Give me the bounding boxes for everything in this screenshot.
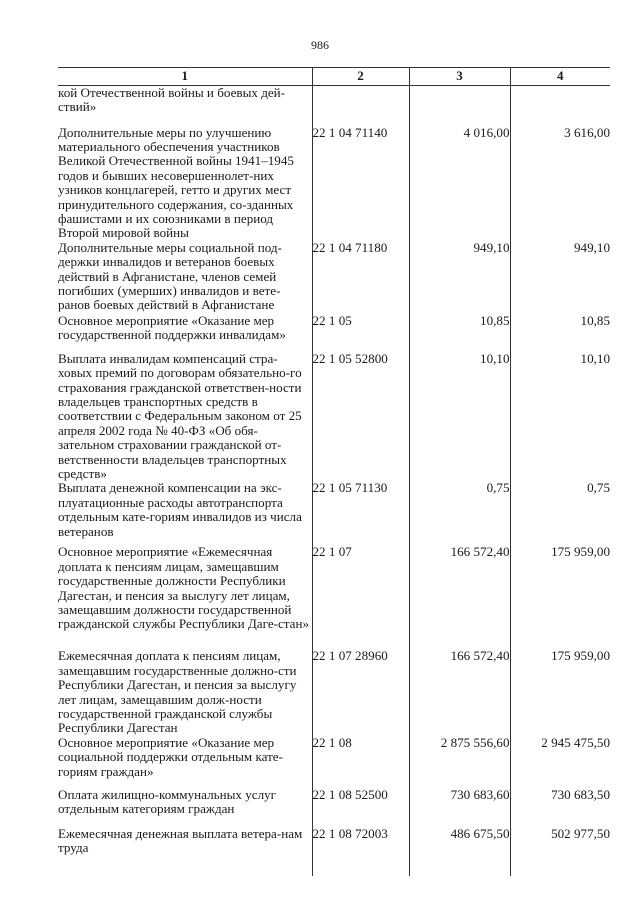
row-value-1: 730 683,60 (409, 788, 510, 827)
row-value-2: 10,10 (510, 352, 610, 482)
table-row (58, 86, 610, 126)
row-value-2: 949,10 (510, 241, 610, 314)
row-value-1: 166 572,40 (409, 545, 510, 649)
column-header-4: 4 (510, 68, 610, 86)
row-value-1: 0,75 (409, 481, 510, 545)
table-row (58, 126, 610, 241)
row-name: Дополнительные меры по улучшению материального обеспечения участников Великой Отечественной войны 1941–1945 годов и бывших несовершеннолет-них узников концлагерей, гетто и других мест принудительного содержания, со-зданных фашистами и их союзниками в период Второй мировой войны (58, 124, 294, 241)
row-name: Оплата жилищно-коммунальных услуг отдельным категориям граждан (58, 786, 277, 817)
row-name: Основное мероприятие «Оказание мер социальной поддержки отдельным кате-гориям граждан» (58, 734, 283, 779)
table-row (58, 314, 610, 352)
table-row (58, 649, 610, 735)
table-header-row (58, 68, 610, 86)
row-code: 22 1 05 71130 (312, 481, 409, 545)
row-value-2: 10,85 (510, 314, 610, 352)
row-code: 22 1 08 52500 (312, 788, 409, 827)
row-value-2: 502 977,50 (510, 827, 610, 856)
row-value-2: 175 959,00 (510, 545, 610, 649)
row-code: 22 1 05 52800 (312, 352, 409, 482)
column-header-2: 2 (312, 68, 409, 86)
row-code (312, 86, 409, 126)
row-code: 22 1 04 71140 (312, 126, 409, 241)
row-value-2: 2 945 475,50 (510, 736, 610, 788)
table-row (58, 827, 610, 856)
row-name: кой Отечественной войны и боевых дей-ствий» (58, 85, 286, 115)
row-value-1: 949,10 (409, 241, 510, 314)
row-name: Ежемесячная денежная выплата ветера-нам труда (58, 825, 303, 856)
row-name: Основное мероприятие «Оказание мер государственной поддержки инвалидам» (58, 312, 286, 343)
row-code: 22 1 07 (312, 545, 409, 649)
row-name: Выплата инвалидам компенсаций стра-ховых премий по договорам обязательно-го страхования гражданской ответствен-ности владельцев транспортных средств в соответствии с Федеральным законом от 25 апреля 2002 года № 40-ФЗ «Об обя-зательном страховании гражданской от-ветственности владельцев транспортных средств» (58, 350, 302, 481)
table-row (58, 241, 610, 314)
row-code: 22 1 07 28960 (312, 649, 409, 735)
row-name: Ежемесячная доплата к пенсиям лицам, замещавшим государственные должно-сти Республики Дагестан, и пенсия за выслугу лет лицам, замещавшим долж-ности государственной гражданской службы Республики Дагестан (58, 648, 297, 736)
row-name: Основное мероприятие «Ежемесячная доплата к пенсиям лицам, замещавшим государственные должности Республики Дагестан, и пенсия за выслугу лет лицам, замещавшим должности государственной гражданской службы Республики Даге-стан» (58, 544, 310, 632)
row-value-2: 3 616,00 (510, 126, 610, 241)
row-value-1: 486 675,50 (409, 827, 510, 856)
row-value-2: 730 683,50 (510, 788, 610, 827)
row-value-1: 4 016,00 (409, 126, 510, 241)
budget-table (58, 67, 610, 876)
table-row (58, 788, 610, 827)
row-name: Дополнительные меры социальной под-держки инвалидов и ветеранов боевых действий в Афганистане, членов семей погибших (умерших) инвалидов и вете-ранов боевых действий в Афганистане (58, 239, 282, 313)
table-row (58, 736, 610, 788)
table-row (58, 481, 610, 545)
table-row-spacer (58, 856, 610, 876)
row-value-1: 2 875 556,60 (409, 736, 510, 788)
row-name: Выплата денежной компенсации на экс-плуатационные расходы автотранспорта отдельным кате-гориям инвалидов из числа ветеранов (58, 480, 302, 539)
column-header-3: 3 (409, 68, 510, 86)
row-code: 22 1 04 71180 (312, 241, 409, 314)
table-row (58, 545, 610, 649)
row-value-1 (409, 86, 510, 126)
column-header-1: 1 (58, 68, 312, 86)
row-value-2: 0,75 (510, 481, 610, 545)
row-code: 22 1 08 72003 (312, 827, 409, 856)
row-value-2 (510, 86, 610, 126)
page-number: 986 (311, 38, 329, 52)
table-row (58, 352, 610, 482)
row-code: 22 1 05 (312, 314, 409, 352)
row-value-1: 10,10 (409, 352, 510, 482)
row-value-2: 175 959,00 (510, 649, 610, 735)
row-code: 22 1 08 (312, 736, 409, 788)
row-value-1: 166 572,40 (409, 649, 510, 735)
row-value-1: 10,85 (409, 314, 510, 352)
